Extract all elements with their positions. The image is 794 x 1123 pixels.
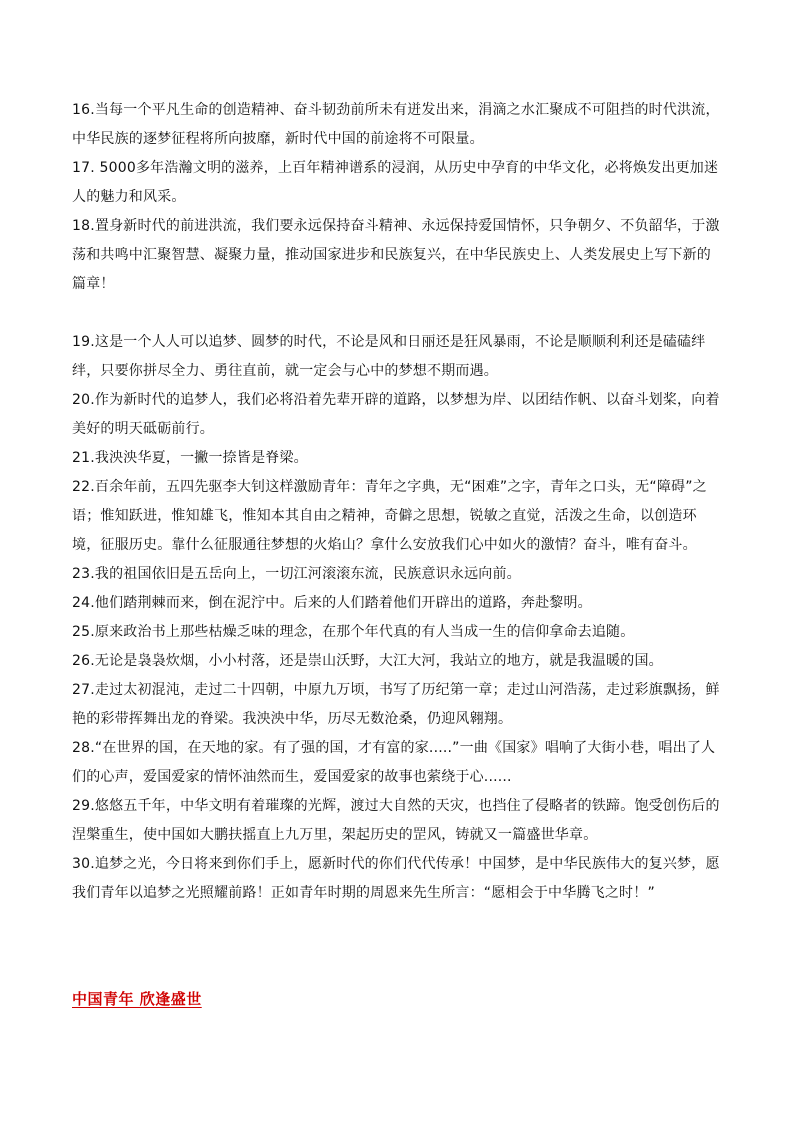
paragraph-26: 26.无论是袅袅炊烟，小小村落，还是崇山沃野，大江大河，我站立的地方，就是我温暖的国。 [72,653,663,669]
document-body [72,96,724,908]
paragraph-17: 17. 5000多年浩瀚文明的滋养，上百年精神谱系的浸润，从历史中孕育的中华文化，必将焕发出更加迷人的魅力和风采。 [72,160,719,205]
paragraph-29: 29.悠悠五千年，中华文明有着璀璨的光辉，渡过大自然的天灾，也挡住了侵略者的铁蹄。饱受创伤后的涅槃重生，使中国如大鹏扶摇直上九万里，架起历史的罡风，铸就又一篇盛世华章。 [72,798,720,843]
paragraph-16: 16.当每一个平凡生命的创造精神、奋斗韧劲前所未有迸发出来，涓滴之水汇聚成不可阻挡的时代洪流，中华民族的逐梦征程将所向披靡，新时代中国的前途将不可限量。 [72,102,720,147]
paragraph-22: 22.百余年前，五四先驱李大钊这样激励青年：青年之字典，无“困难”之字，青年之口头，无“障碍”之语；惟知跃进，惟知雄飞，惟知本其自由之精神，奇僻之思想，锐敏之直觉，活泼之生命，以创造环境，征服历史。靠什么征服通往梦想的火焰山？拿什么安放我们心中如火的激情？奋斗，唯有奋斗。 [72,479,707,553]
paragraph-30: 30.追梦之光，今日将来到你们手上，愿新时代的你们代代传承！中国梦，是中华民族伟大的复兴梦，愿我们青年以追梦之光照耀前路！正如青年时期的周恩来先生所言：“愿相会于中华腾飞之时！” [72,856,720,901]
paragraph-25: 25.原来政治书上那些枯燥乏味的理念，在那个年代真的有人当成一生的信仰拿命去追随。 [72,624,635,640]
section-heading: 中国青年 欣逢盛世 [72,990,202,1008]
paragraph-27: 27.走过太初混沌，走过二十四朝，中原九万顷，书写了历纪第一章；走过山河浩荡，走过彩旗飘扬，鲜艳的彩带挥舞出龙的脊梁。我泱泱中华，历尽无数沧桑，仍迎风翱翔。 [72,682,720,727]
paragraph-19: 19.这是一个人人可以追梦、圆梦的时代，不论是风和日丽还是狂风暴雨，不论是顺顺利利还是磕磕绊绊，只要你拼尽全力、勇往直前，就一定会与心中的梦想不期而遇。 [72,334,706,379]
paragraph-24: 24.他们踏荆棘而来，倒在泥泞中。后来的人们踏着他们开辟出的道路，奔赴黎明。 [72,595,592,611]
paragraph-23: 23.我的祖国依旧是五岳向上，一切江河滚滚东流，民族意识永远向前。 [72,566,521,582]
paragraph-20: 20.作为新时代的追梦人，我们必将沿着先辈开辟的道路，以梦想为岸、以团结作帆、以奋斗划桨，向着美好的明天砥砺前行。 [72,392,720,437]
paragraph-21: 21.我泱泱华夏，一撇一捺皆是脊梁。 [72,450,308,466]
paragraph-18: 18.置身新时代的前进洪流，我们要永远保持奋斗精神、永远保持爱国情怀，只争朝夕、不负韶华，于激荡和共鸣中汇聚智慧、凝聚力量，推动国家进步和民族复兴，在中华民族史上、人类发展史上写下新的篇章！ [72,218,720,292]
paragraph-28: 28.“在世界的国，在天地的家。有了强的国，才有富的家.....”一曲《国家》唱响了大街小巷，唱出了人们的心声，爱国爱家的情怀油然而生，爱国爱家的故事也萦绕于心...... [72,740,716,785]
